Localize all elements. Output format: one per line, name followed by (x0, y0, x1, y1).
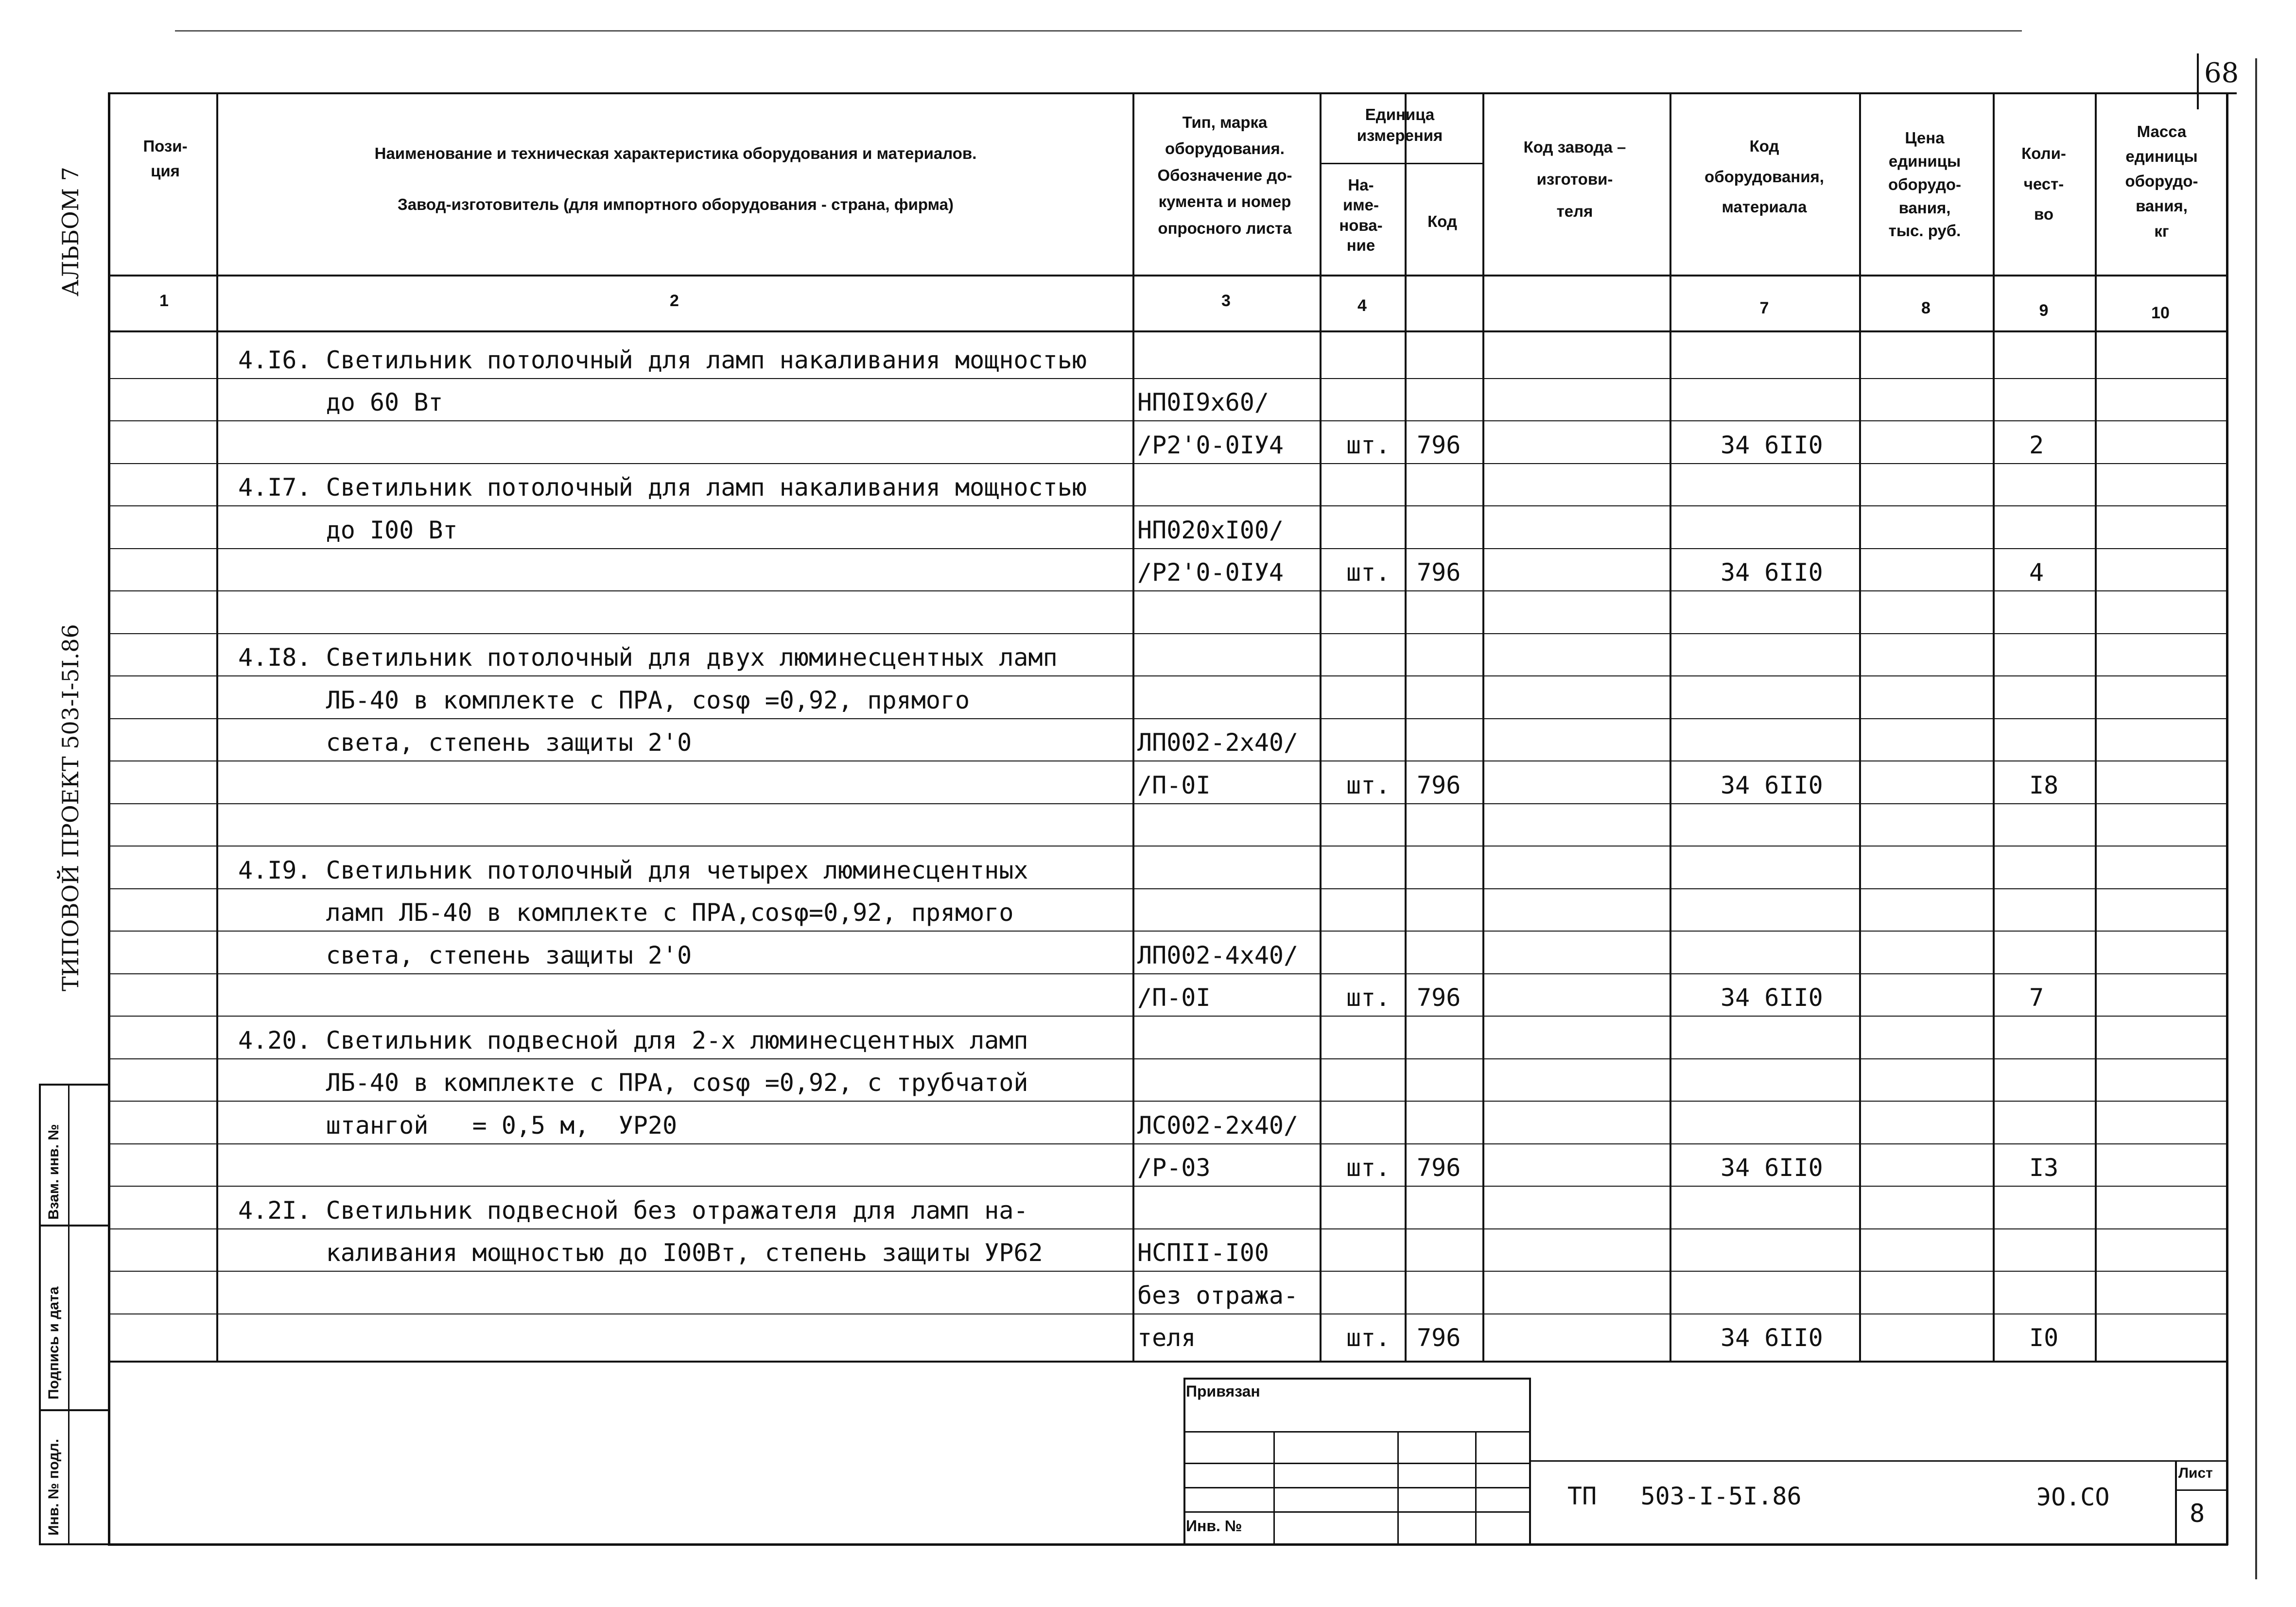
side-project-label: ТИПОВОЙ ПРОЕКТ 503-I-5I.86 (57, 624, 84, 991)
stamp-v2 (1397, 1431, 1399, 1545)
row-line (108, 463, 2228, 464)
side-album-label: АЛЬБОМ 7 (57, 167, 84, 296)
doc-designation: ТП 503-I-5I.86 (1567, 1482, 1802, 1510)
row-name: ЛБ-40 в комплекте с ПРА, cosφ =0,92, с трубчатой (238, 1069, 1028, 1097)
row-unit-code: 796 (1417, 984, 1461, 1012)
row-line (108, 1101, 2228, 1102)
row-unit-code: 796 (1417, 1324, 1461, 1352)
row-quantity: I3 (2029, 1154, 2059, 1182)
header-unit-code: Код (1427, 212, 1457, 230)
row-name: света, степень защиты 2'0 (238, 728, 692, 757)
column-line-4 (1482, 92, 1484, 1361)
row-unit: шт. (1346, 431, 1391, 459)
row-unit-code: 796 (1417, 431, 1461, 459)
row-unit: шт. (1346, 558, 1391, 587)
row-type: НП0I9х60/ (1137, 388, 1269, 416)
row-type: без отража- (1137, 1281, 1299, 1310)
row-line (108, 1016, 2228, 1017)
stamp-box-left (1183, 1378, 1185, 1545)
row-name: до 60 Вт (238, 388, 443, 416)
row-unit-code: 796 (1417, 771, 1461, 799)
colnum-4: 4 (1357, 296, 1367, 315)
row-type: /П-0I (1137, 984, 1211, 1012)
row-type: /П-0I (1137, 771, 1211, 799)
row-line (108, 760, 2228, 761)
row-line (108, 718, 2228, 719)
row-name: ЛБ-40 в комплекте с ПРА, cosφ =0,92, прямого (238, 686, 970, 714)
row-name: 4.I6. Светильник потолочный для ламп накаливания мощностью (238, 346, 1087, 374)
stamp-h3 (1183, 1487, 1531, 1488)
list-label: Лист (2178, 1465, 2213, 1481)
colnum-10: 10 (2151, 304, 2170, 322)
row-name: штангой = 0,5 м, УР20 (238, 1111, 678, 1140)
side-box3-label: Инв. № подл. (46, 1438, 62, 1536)
row-line (108, 420, 2228, 421)
stamp-h2 (1183, 1463, 1531, 1464)
row-name: до I00 Вт (238, 516, 458, 544)
side-box2-label: Подпись и дата (46, 1286, 62, 1400)
row-line (108, 590, 2228, 591)
list-number: 8 (2190, 1499, 2205, 1528)
colnum-3: 3 (1221, 292, 1231, 310)
row-type: ЛП002-2х40/ (1137, 728, 1299, 757)
row-name: 4.20. Светильник подвесной для 2-х люминесцентных ламп (238, 1026, 1028, 1054)
row-line (108, 1271, 2228, 1272)
row-line (108, 1143, 2228, 1144)
row-type: /Р-03 (1137, 1154, 1211, 1182)
row-name: 4.I7. Светильник потолочный для ламп накаливания мощностью (238, 473, 1087, 501)
row-line (108, 675, 2228, 676)
row-unit: шт. (1346, 1324, 1391, 1352)
row-quantity: I8 (2029, 771, 2059, 799)
row-line (108, 1313, 2228, 1314)
header-unit-name: На- име- нова- ние (1339, 176, 1383, 254)
colnum-7: 7 (1759, 299, 1769, 317)
stamp-v1 (1273, 1431, 1275, 1545)
row-quantity: 4 (2029, 558, 2044, 587)
row-material-code: 34 6II0 (1721, 771, 1823, 799)
stamp-v3 (1475, 1431, 1477, 1545)
side-box1-label: Взам. инв. № (46, 1124, 62, 1220)
colnum-8: 8 (1921, 299, 1931, 317)
header-material-code: Код оборудования, материала (1705, 137, 1824, 216)
row-name: ламп ЛБ-40 в комплекте с ПРА,cosφ=0,92, прямого (238, 899, 1014, 927)
row-material-code: 34 6II0 (1721, 984, 1823, 1012)
colnum-2: 2 (670, 292, 679, 310)
row-name: 4.I9. Светильник потолочный для четырех люминесцентных (238, 856, 1028, 884)
stamp-top-line (108, 1361, 2228, 1363)
row-line (108, 1228, 2228, 1229)
column-line-7 (1993, 92, 1995, 1361)
stamp-h4 (1183, 1511, 1531, 1513)
list-box-left (2175, 1460, 2177, 1545)
list-box-mid (2175, 1489, 2226, 1491)
row-material-code: 34 6II0 (1721, 558, 1823, 587)
row-type: теля (1137, 1324, 1196, 1352)
stamp-box-top (1183, 1378, 1531, 1380)
row-unit: шт. (1346, 1154, 1391, 1182)
row-type: НП020хI00/ (1137, 516, 1284, 544)
column-line-5 (1670, 92, 1671, 1361)
header-factory-code: Код завода – изготови- теля (1523, 138, 1626, 220)
row-quantity: 7 (2029, 984, 2044, 1012)
row-line (108, 505, 2228, 506)
column-line-1 (1132, 92, 1134, 1361)
row-unit-code: 796 (1417, 558, 1461, 587)
row-type: /Р2'0-0IУ4 (1137, 431, 1284, 459)
header-name-line2: Завод-изготовитель (для импортного оборудования - страна, фирма) (398, 195, 954, 213)
row-type: /Р2'0-0IУ4 (1137, 558, 1284, 587)
row-type: НСПII-I00 (1137, 1239, 1269, 1267)
header-name-line1: Наименование и техническая характеристика оборудования и материалов. (374, 144, 977, 162)
row-line (108, 846, 2228, 847)
row-line (108, 931, 2228, 932)
column-line-2 (1320, 92, 1322, 1361)
doc-box-top (1531, 1460, 2226, 1462)
column-line-0 (216, 92, 218, 1361)
row-type: ЛП002-4х40/ (1137, 941, 1299, 969)
column-line-8 (2095, 92, 2097, 1361)
row-line (108, 548, 2228, 549)
column-line-6 (1859, 92, 1861, 1361)
row-material-code: 34 6II0 (1721, 1324, 1823, 1352)
row-material-code: 34 6II0 (1721, 431, 1823, 459)
colnum-bottom-line (108, 330, 2228, 332)
stamp-privyazan: Привязан (1186, 1382, 1260, 1400)
row-material-code: 34 6II0 (1721, 1154, 1823, 1182)
row-line (108, 378, 2228, 379)
row-unit: шт. (1346, 984, 1391, 1012)
row-line (108, 803, 2228, 804)
row-name: каливания мощностью до I00Вт, степень защиты УР62 (238, 1239, 1043, 1267)
row-name: света, степень защиты 2'0 (238, 941, 692, 969)
header-price: Цена единицы оборудо- вания, тыс. руб. (1888, 129, 1962, 240)
unit-header-split (1320, 163, 1482, 164)
header-quantity: Коли- чест- во (2021, 144, 2066, 224)
row-name: 4.2I. Светильник подвесной без отражателя для ламп на- (238, 1196, 1028, 1225)
stamp-inv: Инв. № (1186, 1517, 1242, 1535)
page-number: 68 (2204, 57, 2239, 89)
colnum-9: 9 (2039, 301, 2049, 320)
colnum-1: 1 (159, 292, 169, 310)
row-unit: шт. (1346, 771, 1391, 799)
header-position: Пози- ция (143, 137, 188, 180)
stamp-h1 (1183, 1431, 1531, 1433)
header-mass: Масса единицы оборудо- вания, кг (2125, 122, 2198, 240)
header-unit: Единица измерения (1357, 105, 1443, 144)
column-line-3 (1405, 92, 1407, 1361)
row-quantity: 2 (2029, 431, 2044, 459)
header-type: Тип, марка оборудования. Обозначение до- кумента и номер опросного листа (1157, 113, 1292, 237)
row-quantity: I0 (2029, 1324, 2059, 1352)
row-line (108, 1186, 2228, 1187)
header-bottom-line (108, 275, 2228, 276)
row-name: 4.I8. Светильник потолочный для двух люминесцентных ламп (238, 643, 1058, 672)
row-type: ЛС002-2х40/ (1137, 1111, 1299, 1140)
row-line (108, 888, 2228, 889)
doc-code: ЭО.СО (2036, 1483, 2110, 1511)
row-line (108, 633, 2228, 634)
row-line (108, 1058, 2228, 1059)
row-line (108, 973, 2228, 974)
right-margin-line (2255, 58, 2257, 1579)
row-unit-code: 796 (1417, 1154, 1461, 1182)
